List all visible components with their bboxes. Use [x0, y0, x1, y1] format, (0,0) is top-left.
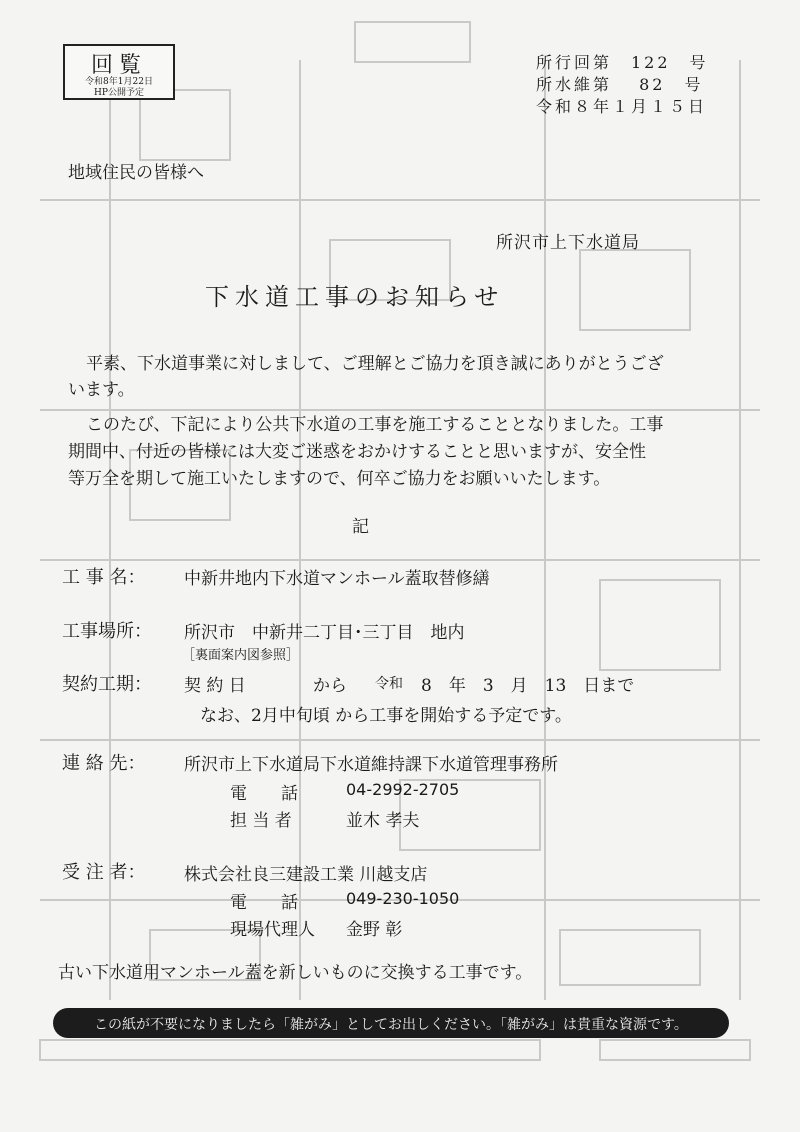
doc-number-2: 所水維第 82 号: [536, 75, 704, 94]
intro-p1-line1: 平素、下水道事業に対しまして、ご理解とご協力を頂き誠にありがとうござ: [86, 354, 664, 374]
doc-number-1: 所行回第 122 号: [536, 53, 709, 72]
contact-tel: 04-2992-2705: [346, 780, 460, 799]
site: 所沢市 中新井二丁目･三丁目 地内: [184, 623, 465, 643]
recycle-notice-bar: [53, 1008, 729, 1038]
ki-heading: 記: [352, 517, 369, 537]
stamp-date: 令和8年1月22日: [85, 77, 153, 87]
work-name: 中新井地内下水道マンホール蓋取替修繕: [184, 569, 490, 589]
contact-person: 並木 孝夫: [346, 811, 420, 831]
intro-p2-line3: 等万全を期して施工いたしますので、何卒ご協力をお願いいたします。: [68, 469, 611, 489]
stamp-title: 回覧: [90, 53, 147, 78]
doc-date: 令和８年１月１５日: [536, 97, 708, 116]
period-note: なお、2月中旬頃 から工事を開始する予定です。: [200, 706, 572, 726]
period-end: 8 年 3 月 13 日まで: [421, 676, 635, 696]
period-from: から: [313, 676, 347, 696]
contractor-tel-label: 電 話: [230, 893, 298, 913]
period-label: 契約工期：: [62, 674, 152, 695]
contact-org: 所沢市上下水道局下水道維持課下水道管理事務所: [184, 755, 558, 775]
addressee: 地域住民の皆様へ: [68, 163, 204, 183]
contractor-agent: 金野 彰: [346, 920, 403, 940]
contact-person-label: 担 当 者: [230, 811, 292, 831]
site-note: ［裏面案内図参照］: [182, 648, 300, 663]
work-name-label: 工 事 名：: [62, 567, 146, 588]
recycle-notice-text: この紙が不要になりましたら「雑がみ」としてお出しください。「雑がみ」は貴重な資源です。: [94, 1017, 688, 1033]
contractor: 株式会社良三建設工業 川越支店: [184, 865, 428, 885]
intro-p1-line2: います。: [68, 380, 135, 400]
contractor-label: 受 注 者：: [62, 862, 146, 883]
circulation-stamp: [63, 44, 175, 100]
intro-p2-line1: このたび、下記により公共下水道の工事を施工することとなりました。工事: [86, 415, 664, 435]
contractor-tel: 049-230-1050: [346, 889, 460, 908]
page-title: 下水道工事のお知らせ: [205, 283, 505, 311]
site-label: 工事場所：: [62, 621, 152, 642]
contact-label: 連 絡 先：: [62, 753, 146, 774]
period-era: 令和: [375, 676, 403, 692]
contact-tel-label: 電 話: [230, 784, 298, 804]
intro-p2-line2: 期間中、付近の皆様には大変ご迷惑をおかけすることと思いますが、安全性: [68, 442, 646, 462]
period-start: 契 約 日: [184, 676, 246, 696]
contractor-agent-label: 現場代理人: [230, 920, 315, 940]
sender: 所沢市上下水道局: [496, 233, 640, 253]
work-summary: 古い下水道用マンホール蓋を新しいものに交換する工事です。: [58, 963, 533, 983]
stamp-note: HP公開予定: [94, 88, 144, 98]
